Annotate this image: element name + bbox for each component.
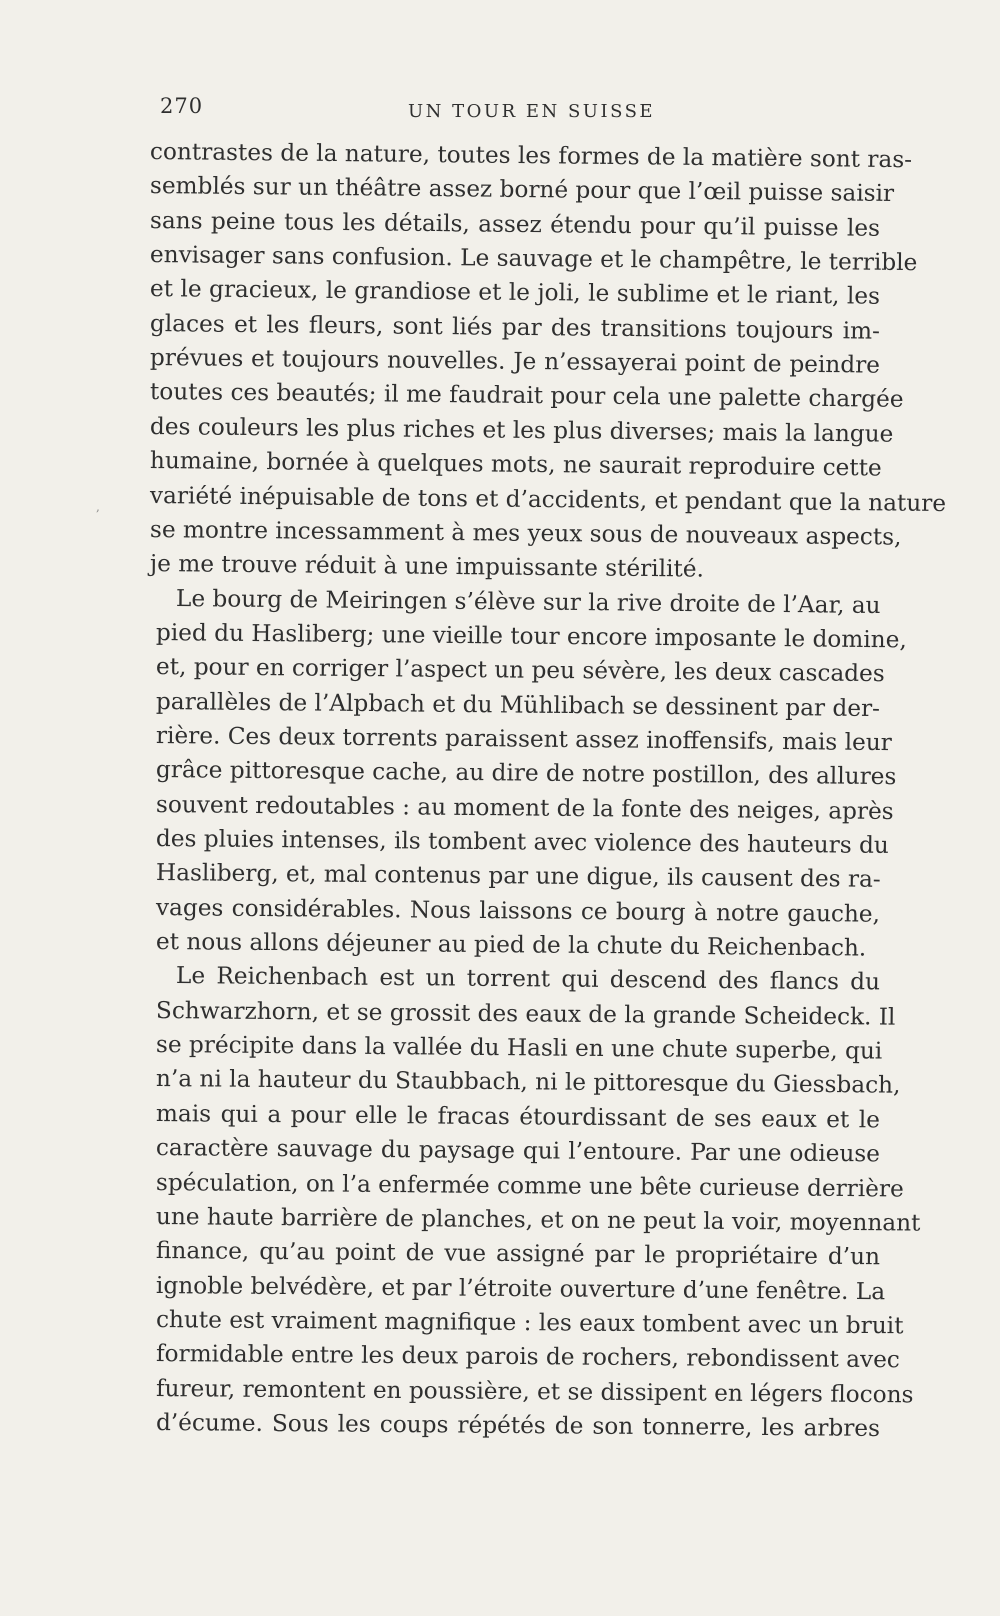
text-line: Schwarzhorn, et se grossit des eaux de la grande Scheideck. Il (155, 996, 896, 1031)
text-line: rière. Ces deux torrents paraissent assez inoffensifs, mais leur (155, 721, 892, 757)
text-line: se précipite dans la vallée du Hasli en une chute superbe, qui (155, 1031, 883, 1065)
text-line: d’écume. Sous les coups répétés de son tonnerre, les arbres (155, 1408, 881, 1442)
text-line: et le gracieux, le grandiose et le joli, le sublime et le riant, les (149, 275, 881, 311)
text-line: grâce pittoresque cache, au dire de notre postillon, des allures (155, 756, 897, 791)
text-line: formidable entre les deux parois de rochers, rebondissent avec (155, 1340, 900, 1374)
text-line: Le Reichenbach est un torrent qui descend des flancs du (175, 962, 881, 996)
text-line: humaine, bornée à quelques mots, ne saurait reproduire cette (149, 447, 882, 482)
running-title: UN TOUR EN SUISSE (408, 101, 656, 122)
text-line: chute est vraiment magnifique : les eaux tombent avec un bruit (155, 1305, 904, 1340)
text-line: ignoble belvédère, et par l’étroite ouverture d’une fenêtre. La (155, 1271, 886, 1305)
text-line: toutes ces beautés; il me faudrait pour cela une palette chargée (149, 378, 904, 414)
text-line: n’a ni la hauteur du Staubbach, ni le pittoresque du Giessbach, (155, 1065, 901, 1100)
text-line: prévues et toujours nouvelles. Je n’essayerai point de peindre (149, 344, 881, 379)
margin-mark: , (96, 500, 100, 514)
text-line: mais qui a pour elle le fracas étourdissant de ses eaux et le (155, 1099, 881, 1134)
text-line: variété inépuisable de tons et d’accidents, et pendant que la nature (149, 481, 947, 517)
text-line: Hasliberg, et, mal contenus par une digue, ils causent des ra- (155, 859, 881, 894)
text-line: et nous allons déjeuner au pied de la chute du Reichenbach. (155, 928, 867, 962)
text-line: vages considérables. Nous laissons ce bourg à notre gauche, (155, 893, 881, 928)
text-line: envisager sans confusion. Le sauvage et le champêtre, le terrible (149, 241, 918, 277)
page-number: 270 (160, 94, 204, 118)
text-line: des couleurs les plus riches et les plus diverses; mais la langue (149, 412, 894, 448)
text-line: glaces et les fleurs, sont liés par des transitions toujours im- (149, 309, 881, 345)
text-line: souvent redoutables : au moment de la fonte des neiges, après (155, 790, 894, 825)
text-line: semblés sur un théâtre assez borné pour que l’œil puisse saisir (149, 172, 895, 208)
text-line: et, pour en corriger l’aspect un peu sévère, les deux cascades (155, 653, 885, 688)
text-line: fureur, remontent en poussière, et se dissipent en légers flocons (155, 1374, 914, 1408)
text-line: pied du Hasliberg; une vieille tour encore imposante le domine, (155, 618, 907, 654)
text-line: parallèles de l’Alpbach et du Mühlibach se dessinent par der- (155, 687, 881, 722)
text-line: sans peine tous les détails, assez étendu pour qu’il puisse les (149, 206, 881, 242)
text-line: Le bourg de Meiringen s’élève sur la rive droite de l’Aar, au (175, 584, 881, 619)
text-line: caractère sauvage du paysage qui l’entoure. Par une odieuse (155, 1134, 881, 1168)
text-line: spéculation, on l’a enfermée comme une bête curieuse derrière (155, 1168, 904, 1203)
text-line: contrastes de la nature, toutes les formes de la matière sont ras- (149, 138, 913, 174)
text-line: je me trouve réduit à une impuissante stérilité. (149, 550, 705, 583)
text-line: une haute barrière de planches, et on ne peut la voir, moyennant (155, 1202, 921, 1237)
text-line: finance, qu’au point de vue assigné par le propriétaire d’un (155, 1237, 881, 1271)
text-line: des pluies intenses, ils tombent avec violence des hauteurs du (155, 825, 889, 859)
text-line: se montre incessamment à mes yeux sous de nouveaux aspects, (149, 515, 902, 551)
